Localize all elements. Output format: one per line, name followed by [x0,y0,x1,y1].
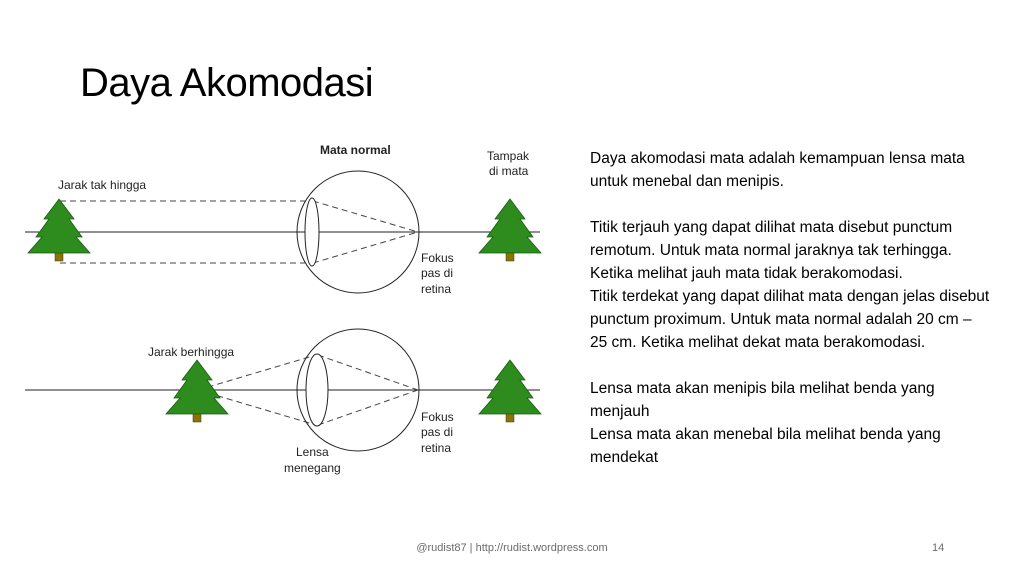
label-focus-top-1: Fokus [421,251,454,265]
ray-bottom-converge-lower [318,390,418,425]
paragraph-definition: Daya akomodasi mata adalah kemampuan lensa mata untuk menebal dan menipis. [590,150,965,190]
label-focus-bottom-2: pas di [421,425,454,439]
paragraph-lens-thick: Lensa mata akan menebal bila melihat benda yang mendekat [590,426,941,466]
paragraph-lens-thin: Lensa mata akan menipis bila melihat benda yang menjauh [590,380,935,420]
ray-top-converge-lower [313,232,418,263]
lens-thick [306,354,328,426]
label-lens-line2: menegang [284,461,341,475]
slide-title: Daya Akomodasi [80,61,374,105]
ray-bottom-converge-upper [318,355,418,390]
label-focus-top-3: retina [421,282,452,296]
label-near-distance: Jarak berhingga [148,345,235,359]
label-focus-bottom-1: Fokus [421,410,454,424]
ray-bottom-upper [198,355,316,390]
diagram-top-title: Mata normal [320,143,391,157]
footer-credit: @rudist87 | http://rudist.wordpress.com [416,542,608,554]
explanation-text [590,147,990,469]
label-seen-line1: Tampak [487,149,530,163]
page-number: 14 [932,542,945,554]
label-lens-line1: Lensa [296,445,329,459]
lens-thin [305,198,319,266]
tree-object-far [28,199,90,261]
paragraph-punctum-proximum: Titik terdekat yang dapat dilihat mata dengan jelas disebut punctum proximum. Untuk mata normal adalah 20 cm – 25 cm. Ketika melihat dekat mata berakomodasi. [590,288,990,351]
label-focus-top-2: pas di [421,266,454,280]
label-focus-bottom-3: retina [421,441,452,455]
ray-top-converge-upper [313,201,418,232]
paragraph-punctum-remotum: Titik terjauh yang dapat dilihat mata disebut punctum remotum. Untuk mata normal jaraknya tak terhingga. Ketika melihat jauh mata tidak berakomodasi. [590,219,953,282]
tree-image-top [479,199,541,261]
label-seen-line2: di mata [489,164,529,178]
tree-image-bottom [479,360,541,422]
label-far-distance: Jarak tak hingga [58,178,147,192]
tree-object-near [166,360,228,422]
